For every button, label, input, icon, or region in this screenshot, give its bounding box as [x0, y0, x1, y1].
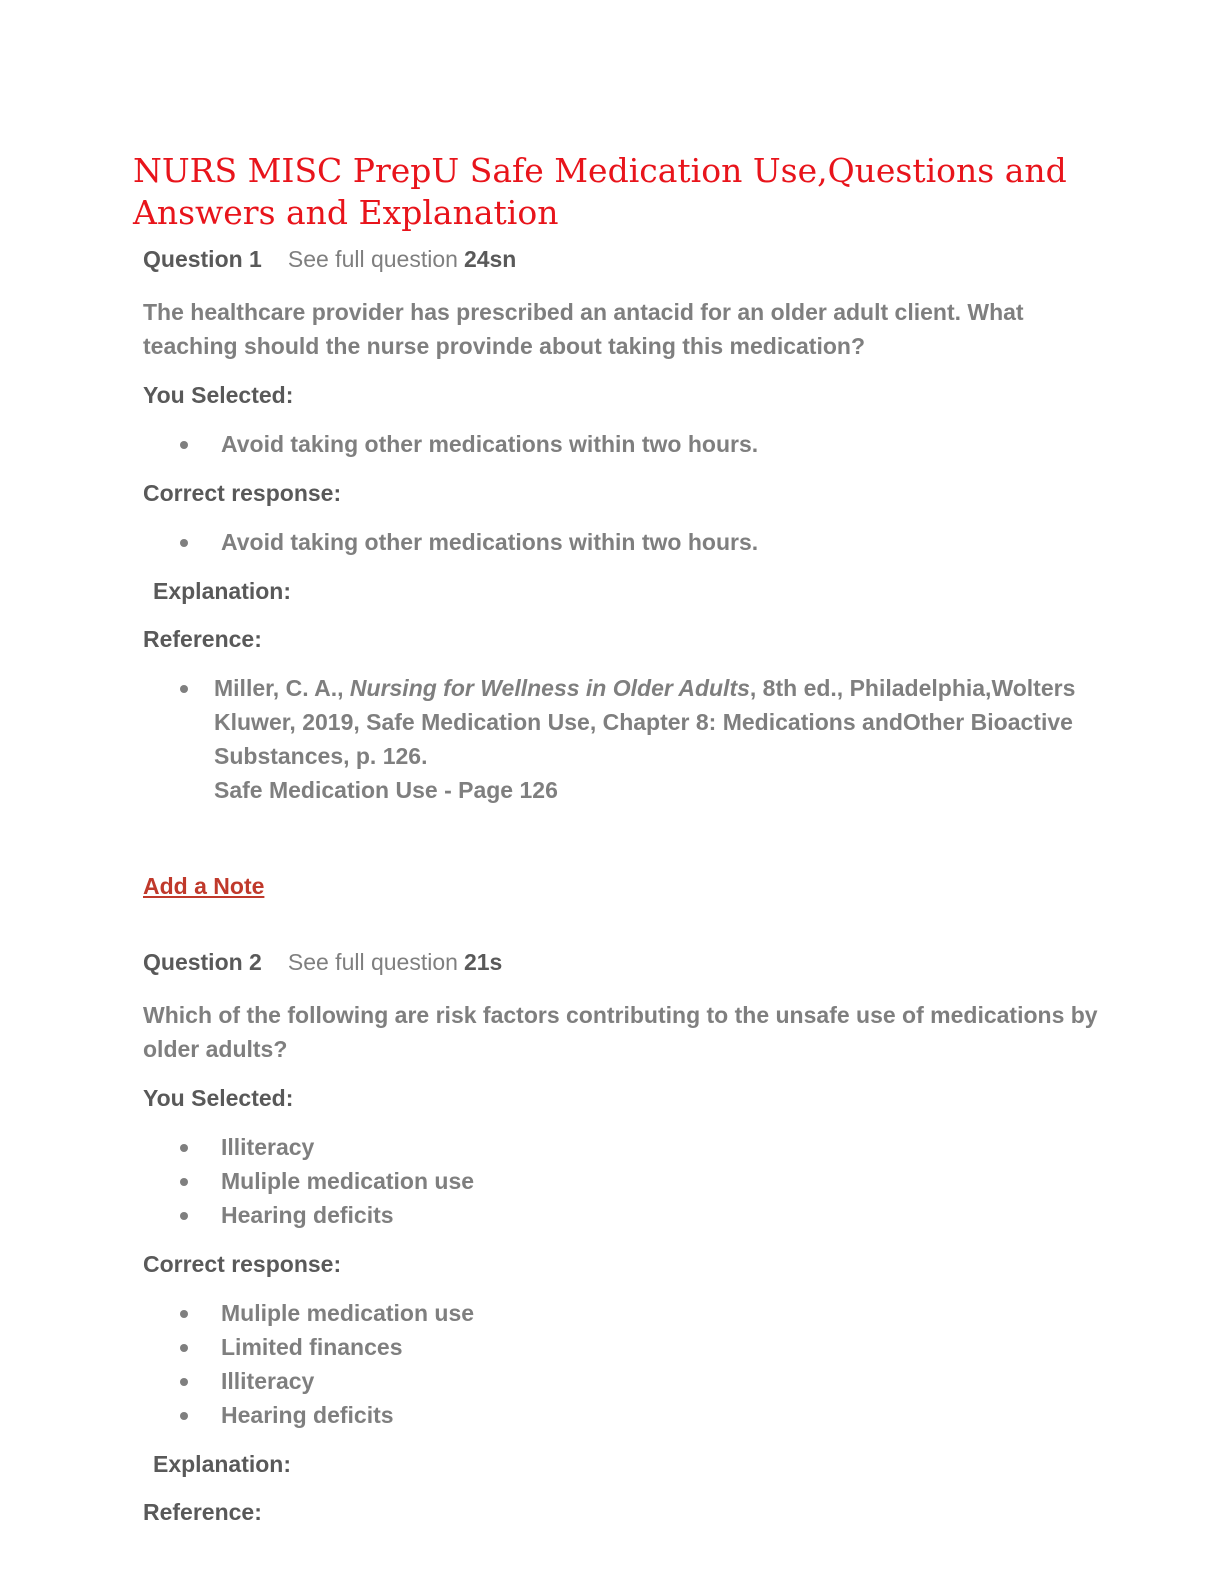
see-full-question-link[interactable]: See full question	[287, 246, 458, 272]
bullet-icon	[180, 1344, 188, 1352]
bullet-icon	[180, 1144, 188, 1152]
reference-book-title: Nursing for Wellness in Older Adults	[349, 675, 750, 701]
list-item: Avoid taking other medications within two hours.	[143, 525, 1103, 559]
reference-details: , 8th ed., Philadelphia,Wolters Kluwer, 2019, Safe Medication Use, Chapter 8: Medications andOther Bioactive Substances, p. 126.	[214, 675, 1076, 769]
add-note-link[interactable]: Add a Note	[143, 873, 265, 899]
question-header	[143, 946, 1103, 978]
explanation-label: Explanation:	[153, 1451, 292, 1477]
list-item: Muliple medication use	[143, 1296, 1103, 1330]
bullet-icon	[180, 1412, 188, 1420]
bullet-icon	[180, 1178, 188, 1186]
selected-list	[143, 1130, 1103, 1232]
reference-label: Reference:	[143, 1499, 262, 1525]
list-item: Limited finances	[143, 1330, 1103, 1364]
see-full-question-link[interactable]: See full question	[287, 949, 458, 975]
add-note-block	[143, 870, 1103, 902]
explanation-label: Explanation:	[153, 578, 292, 604]
correct-response-label: Correct response:	[143, 480, 342, 506]
question-block-2	[143, 946, 1103, 1528]
list-item: Hearing deficits	[143, 1398, 1103, 1432]
correct-list	[143, 1296, 1103, 1432]
bullet-icon	[180, 441, 188, 449]
question-text: The healthcare provider has prescribed an antacid for an older adult client. What teaching should the nurse provinde about taking this medication?	[143, 299, 1024, 359]
reference-item	[143, 671, 1103, 807]
reference-label: Reference:	[143, 626, 262, 652]
list-item: Illiteracy	[143, 1130, 1103, 1164]
bullet-icon	[180, 1310, 188, 1318]
list-item: Illiteracy	[143, 1364, 1103, 1398]
bullet-icon	[180, 539, 188, 547]
bullet-icon	[180, 1378, 188, 1386]
list-item: Hearing deficits	[143, 1198, 1103, 1232]
question-block-1	[143, 243, 1103, 807]
question-number: Question 1	[143, 246, 262, 272]
reference-page-link[interactable]: Safe Medication Use - Page 126	[214, 777, 558, 803]
list-item: Avoid taking other medications within two hours.	[143, 427, 1103, 461]
question-number: Question 2	[143, 949, 262, 975]
reference-list	[143, 671, 1103, 807]
question-text: Which of the following are risk factors contributing to the unsafe use of medications by older adults?	[143, 1002, 1098, 1062]
correct-response-label: Correct response:	[143, 1251, 342, 1277]
correct-list	[143, 525, 1103, 559]
list-item: Muliple medication use	[143, 1164, 1103, 1198]
bullet-icon	[180, 685, 188, 693]
question-time: 21s	[463, 949, 503, 975]
you-selected-label: You Selected:	[143, 382, 294, 408]
you-selected-label: You Selected:	[143, 1085, 294, 1111]
bullet-icon	[180, 1212, 188, 1220]
selected-list	[143, 427, 1103, 461]
question-header	[143, 243, 1103, 275]
question-time: 24sn	[463, 246, 517, 272]
document-title: NURS MISC PrepU Safe Medication Use,Questions and Answers and Explanation	[133, 151, 1067, 232]
reference-author: Miller, C. A.,	[214, 675, 350, 701]
